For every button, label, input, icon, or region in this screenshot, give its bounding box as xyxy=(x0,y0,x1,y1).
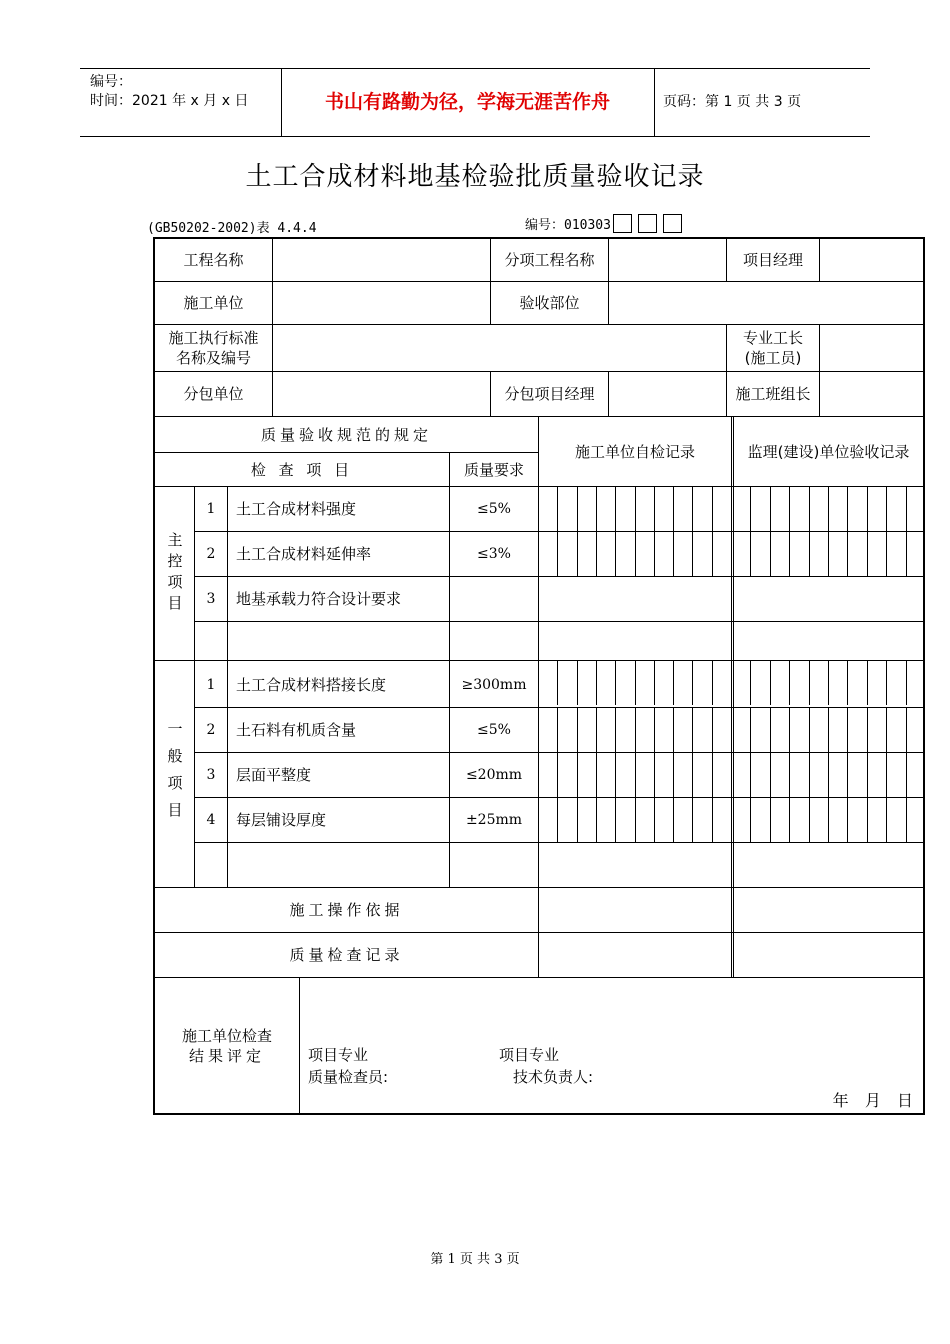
sub-project-name-field[interactable] xyxy=(609,239,726,281)
grid-line xyxy=(596,707,597,752)
evaluation-date: 年 月 日 xyxy=(832,1091,915,1110)
grid-line xyxy=(867,707,868,752)
quality-record-label: 质量检查记录 xyxy=(289,946,404,964)
team-leader-label: 施工班组长 xyxy=(735,385,811,403)
inspector-sign[interactable]: 项目专业 质量检查员: xyxy=(308,1046,389,1086)
grid-line xyxy=(906,660,907,705)
form-code xyxy=(525,214,688,233)
general-group-label: 一般项目 xyxy=(165,720,184,829)
acceptance-part-field[interactable] xyxy=(609,282,925,324)
grid-line xyxy=(712,797,713,842)
grid-line xyxy=(635,797,636,842)
general-item-2-req: ≤5% xyxy=(477,722,511,738)
page-footer: 第 1 页 共 3 页 xyxy=(430,1252,520,1267)
grid-line xyxy=(847,707,848,752)
standard-reference: (GB50202-2002)表 4.4.4 xyxy=(147,221,317,236)
slogan: 书山有路勤为径，学海无涯苦作舟 xyxy=(324,91,610,113)
project-manager-label: 项目经理 xyxy=(742,251,803,269)
main-item-1-req: ≤5% xyxy=(477,501,511,517)
grid-line xyxy=(867,797,868,842)
grid-line xyxy=(615,707,616,752)
tech-lead-sign[interactable]: 项目专业 技术负责人: xyxy=(499,1046,594,1086)
grid-line xyxy=(731,416,732,977)
foreman-field[interactable] xyxy=(820,325,925,371)
standard-name-label: 施工执行标准 名称及编号 xyxy=(168,329,259,367)
main-item-2-no: 2 xyxy=(206,546,216,562)
time-label: 时间：2021 年 x 月 x 日 xyxy=(90,93,249,109)
grid-line xyxy=(712,531,713,576)
main-item-3-name: 地基承载力符合设计要求 xyxy=(236,590,402,608)
grid-line xyxy=(596,660,597,705)
acceptance-part-label: 验收部位 xyxy=(519,294,580,312)
grid-line xyxy=(750,486,751,531)
grid-line xyxy=(809,660,810,705)
main-control-group-label: 主控项目 xyxy=(165,531,184,616)
general-item-2-name: 土石料有机质含量 xyxy=(236,721,357,739)
grid-line xyxy=(635,531,636,576)
grid-line xyxy=(847,486,848,531)
grid-line xyxy=(692,797,693,842)
grid-line xyxy=(886,797,887,842)
grid-line xyxy=(886,531,887,576)
grid-line xyxy=(615,660,616,705)
general-item-3-name: 层面平整度 xyxy=(236,766,312,784)
grid-line xyxy=(770,486,771,531)
grid-line xyxy=(809,797,810,842)
grid-line xyxy=(673,707,674,752)
grid-line xyxy=(615,531,616,576)
sub-project-manager-field[interactable] xyxy=(609,372,726,416)
grid-line xyxy=(557,752,558,797)
grid-line xyxy=(673,486,674,531)
code-label: 编号：010303 xyxy=(525,218,611,233)
standard-name-field[interactable] xyxy=(273,325,726,371)
grid-line xyxy=(577,486,578,531)
grid-line xyxy=(770,797,771,842)
grid-line xyxy=(867,660,868,705)
grid-line xyxy=(789,660,790,705)
grid-line xyxy=(828,707,829,752)
general-item-4-req: ±25mm xyxy=(465,812,523,828)
page-title: 土工合成材料地基检验批质量验收记录 xyxy=(245,162,705,192)
grid-line xyxy=(194,621,925,622)
grid-line xyxy=(615,797,616,842)
grid-line xyxy=(557,531,558,576)
sub-project-manager-label: 分包项目经理 xyxy=(504,385,595,403)
grid-line xyxy=(692,660,693,705)
general-item-1-req: ≥300mm xyxy=(461,677,527,693)
grid-line xyxy=(828,531,829,576)
code-box-2[interactable] xyxy=(638,214,657,233)
grid-line xyxy=(596,752,597,797)
grid-line xyxy=(906,752,907,797)
grid-line xyxy=(847,531,848,576)
basis-label: 施工操作依据 xyxy=(289,901,404,919)
grid-line xyxy=(789,797,790,842)
grid-line xyxy=(828,660,829,705)
grid-line xyxy=(692,752,693,797)
grid-line xyxy=(906,486,907,531)
grid-line xyxy=(789,531,790,576)
grid-line xyxy=(654,660,655,705)
grid-line xyxy=(789,752,790,797)
page-header xyxy=(80,68,870,137)
grid-line xyxy=(847,752,848,797)
grid-line xyxy=(712,486,713,531)
grid-line xyxy=(577,707,578,752)
main-item-2-req: ≤3% xyxy=(477,546,511,562)
grid-line xyxy=(635,486,636,531)
project-manager-field[interactable] xyxy=(820,239,925,281)
grid-line xyxy=(654,531,655,576)
grid-line xyxy=(654,752,655,797)
grid-line xyxy=(449,621,450,660)
general-item-2-no: 2 xyxy=(206,722,216,738)
grid-line xyxy=(906,797,907,842)
grid-line xyxy=(847,660,848,705)
construction-unit-field[interactable] xyxy=(273,282,490,324)
grid-line xyxy=(789,707,790,752)
project-name-field[interactable] xyxy=(273,239,490,281)
grid-line xyxy=(596,486,597,531)
grid-line xyxy=(809,752,810,797)
grid-line xyxy=(886,707,887,752)
grid-line xyxy=(750,660,751,705)
grid-line xyxy=(692,486,693,531)
grid-line xyxy=(750,531,751,576)
grid-line xyxy=(654,797,655,842)
code-box-3[interactable] xyxy=(663,214,682,233)
grid-line xyxy=(828,752,829,797)
grid-line xyxy=(770,660,771,705)
grid-line xyxy=(194,842,925,843)
grid-line xyxy=(712,660,713,705)
foreman-label: 专业工长 (施工员) xyxy=(742,329,803,367)
page-info: 页码：第 1 页 共 3 页 xyxy=(663,94,802,110)
subcontractor-label: 分包单位 xyxy=(183,385,244,403)
general-item-4-no: 4 xyxy=(206,812,216,828)
grid-line xyxy=(789,486,790,531)
grid-line xyxy=(770,707,771,752)
spec-header: 质量验收规范的规定 xyxy=(260,425,432,444)
grid-line xyxy=(828,797,829,842)
main-item-3-no: 3 xyxy=(206,591,216,607)
items-header: 检 查 项 目 xyxy=(250,460,354,479)
grid-line xyxy=(867,531,868,576)
self-check-header: 施工单位自检记录 xyxy=(574,442,695,461)
number-label: 编号： xyxy=(90,74,132,90)
grid-line xyxy=(673,660,674,705)
grid-line xyxy=(673,752,674,797)
grid-line xyxy=(809,531,810,576)
sub-project-name-label: 分项工程名称 xyxy=(504,251,595,269)
grid-line xyxy=(557,486,558,531)
general-item-3-no: 3 xyxy=(206,767,216,783)
grid-line xyxy=(615,752,616,797)
construction-unit-label: 施工单位 xyxy=(183,294,244,312)
subcontractor-field[interactable] xyxy=(273,372,490,416)
grid-line xyxy=(538,416,539,977)
grid-line xyxy=(654,707,655,752)
main-item-1-no: 1 xyxy=(206,501,216,517)
project-name-label: 工程名称 xyxy=(183,251,244,269)
general-item-4-name: 每层铺设厚度 xyxy=(236,811,327,829)
general-item-3-req: ≤20mm xyxy=(465,767,523,783)
grid-line xyxy=(615,486,616,531)
grid-line xyxy=(886,660,887,705)
grid-line xyxy=(635,660,636,705)
header-meta xyxy=(90,73,282,111)
grid-line xyxy=(770,752,771,797)
general-item-1-no: 1 xyxy=(206,677,216,693)
grid-line xyxy=(596,531,597,576)
grid-line xyxy=(635,707,636,752)
main-item-2-name: 土工合成材料延伸率 xyxy=(236,545,372,563)
grid-line xyxy=(596,797,597,842)
grid-line xyxy=(673,531,674,576)
grid-line xyxy=(906,707,907,752)
grid-line xyxy=(828,486,829,531)
inspection-form xyxy=(153,237,925,1115)
grid-line xyxy=(712,752,713,797)
evaluation-label: 施工单位检查 结果评定 xyxy=(181,1026,272,1065)
grid-line xyxy=(557,660,558,705)
general-item-1-name: 土工合成材料搭接长度 xyxy=(236,676,387,694)
grid-line xyxy=(635,752,636,797)
code-box-1[interactable] xyxy=(613,214,632,233)
grid-line xyxy=(733,416,734,977)
grid-line xyxy=(770,531,771,576)
main-item-1-name: 土工合成材料强度 xyxy=(236,500,357,518)
grid-line xyxy=(299,977,300,1115)
grid-line xyxy=(673,797,674,842)
grid-line xyxy=(750,707,751,752)
grid-line xyxy=(577,797,578,842)
grid-line xyxy=(809,486,810,531)
grid-line xyxy=(867,752,868,797)
requirement-header: 质量要求 xyxy=(463,460,524,479)
grid-line xyxy=(867,486,868,531)
grid-line xyxy=(847,797,848,842)
grid-line xyxy=(886,486,887,531)
grid-line xyxy=(809,707,810,752)
team-leader-field[interactable] xyxy=(820,372,925,416)
grid-line xyxy=(886,752,887,797)
supervision-header: 监理(建设)单位验收记录 xyxy=(747,442,910,461)
grid-line xyxy=(906,531,907,576)
grid-line xyxy=(750,752,751,797)
grid-line xyxy=(712,707,713,752)
grid-line xyxy=(557,797,558,842)
grid-line xyxy=(750,797,751,842)
grid-line xyxy=(692,531,693,576)
grid-line xyxy=(692,707,693,752)
grid-line xyxy=(557,707,558,752)
grid-line xyxy=(577,531,578,576)
grid-line xyxy=(577,752,578,797)
grid-line xyxy=(654,486,655,531)
grid-line xyxy=(577,660,578,705)
